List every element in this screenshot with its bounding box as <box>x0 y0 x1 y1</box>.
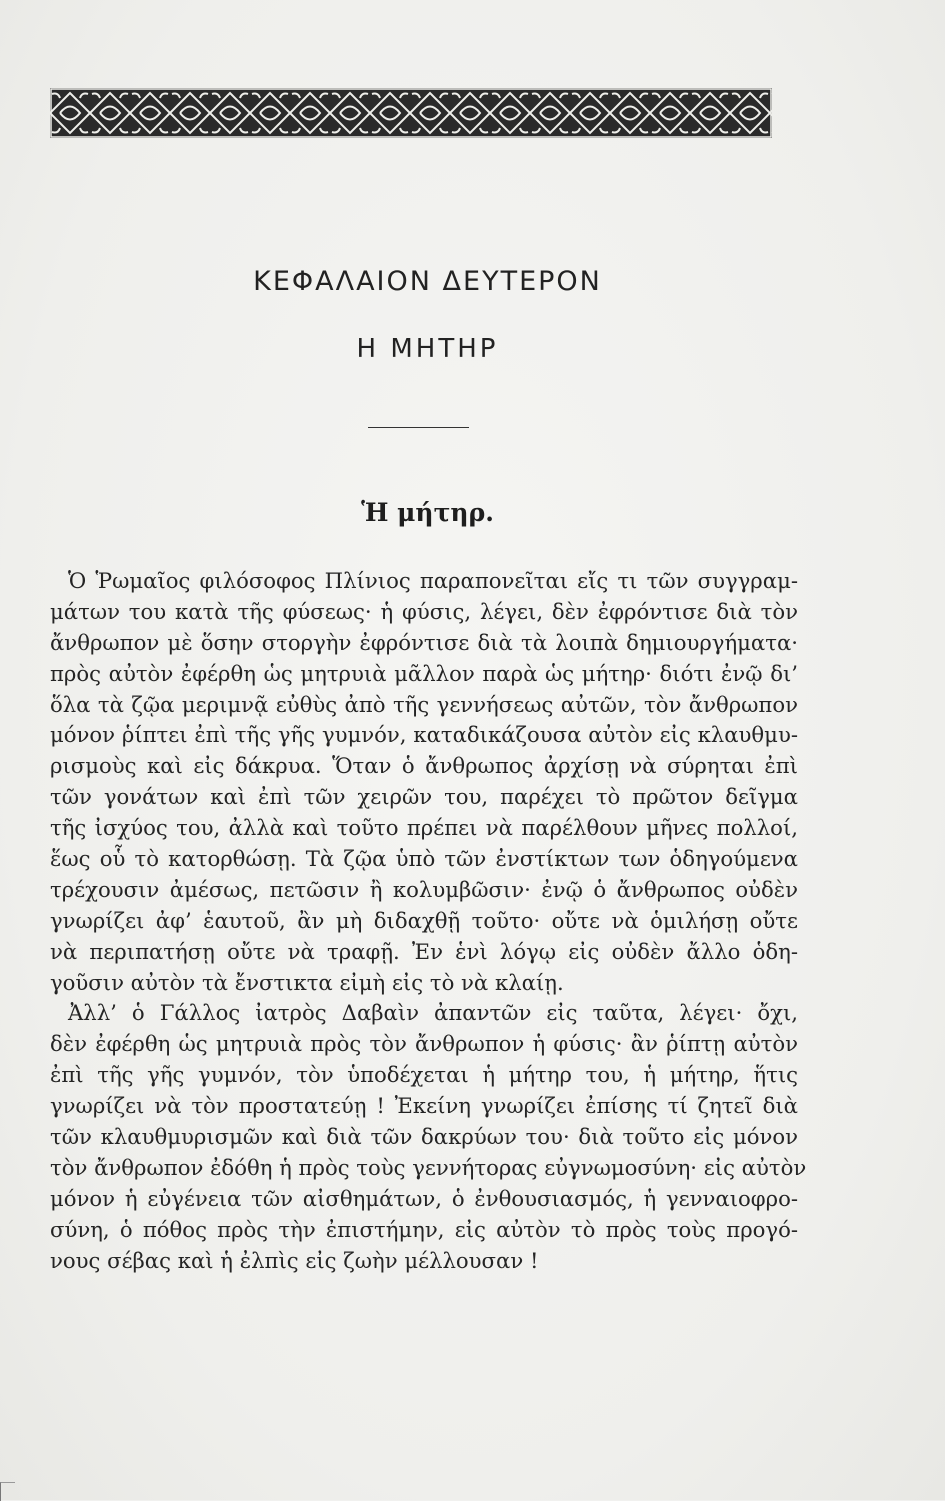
text-line: τῆς ἰσχύος του, ἀλλὰ καὶ τοῦτο πρέπει νὰ παρέλθουν μῆνες πολλοί, <box>50 815 798 841</box>
text-line: τῶν κλαυθμυρισμῶν καὶ διὰ τῶν δακρύων του· διὰ τοῦτο εἰς μόνον <box>50 1124 798 1150</box>
ornament-band <box>50 88 772 138</box>
text-line: μάτων του κατὰ τῆς φύσεως· ἡ φύσις, λέγει, δὲν ἐφρόντισε διὰ τὸν <box>50 598 798 624</box>
text-line: ἄνθρωπον μὲ ὅσην στοργὴν ἐφρόντισε διὰ τὰ λοιπὰ δημιουργήματα· <box>50 629 798 655</box>
text-line: μόνον ῥίπτει ἐπὶ τῆς γῆς γυμνόν, καταδικάζουσα αὐτὸν εἰς κλαυθμυ- <box>50 722 798 748</box>
text-line: μόνον ἡ εὐγένεια τῶν αἰσθημάτων, ὁ ἐνθουσιασμός, ἡ γενναιοφρο- <box>50 1185 798 1211</box>
text-line: ἕως οὗ τὸ κατορθώσῃ. Τὰ ζῷα ὑπὸ τῶν ἐνστίκτων των ὁδηγούμενα <box>50 846 798 872</box>
text-line: ρισμοὺς καὶ εἰς δάκρυα. Ὅταν ὁ ἄνθρωπος ἀρχίσῃ νὰ σύρηται ἐπὶ <box>50 753 798 779</box>
text-line: ὅλα τὰ ζῷα μεριμνᾷ εὐθὺς ἀπὸ τῆς γεννήσεως αὐτῶν, τὸν ἄνθρωπον <box>50 691 798 717</box>
text-line: σύνη, ὁ πόθος πρὸς τὴν ἐπιστήμην, εἰς αὐτὸν τὸ πρὸς τοὺς προγό- <box>50 1216 798 1242</box>
text-line: τῶν γονάτων καὶ ἐπὶ τῶν χειρῶν του, παρέχει τὸ πρῶτον δεῖγμα <box>50 784 798 810</box>
section-title: Ἡ μήτηρ. <box>361 498 494 527</box>
text-line: γνωρίζει νὰ τὸν προστατεύῃ ! Ἐκείνη γνωρίζει ἐπίσης τί ζητεῖ διὰ <box>50 1093 798 1119</box>
text-line: δὲν ἐφέρθη ὡς μητρυιὰ πρὸς τὸν ἄνθρωπον ἡ φύσις· ἂν ῥίπτῃ αὐτὸν <box>50 1031 798 1057</box>
body-text <box>50 566 807 1276</box>
chapter-subtitle: Η ΜΗΤΗΡ <box>356 334 499 364</box>
text-line: νὰ περιπατήσῃ οὔτε νὰ τραφῇ. Ἐν ἑνὶ λόγῳ εἰς οὐδὲν ἄλλο ὁδη- <box>50 938 798 964</box>
text-line: Ἀλλ’ ὁ Γάλλος ἰατρὸς Δαβαὶν ἀπαντῶν εἰς ταῦτα, λέγει· ὄχι, <box>68 1000 798 1026</box>
text-line: νους σέβας καὶ ἡ ἐλπὶς εἰς ζωὴν μέλλουσαν ! <box>50 1247 539 1273</box>
text-line: γνωρίζει ἀφ’ ἑαυτοῦ, ἂν μὴ διδαχθῇ τοῦτο· οὔτε νὰ ὁμιλήσῃ οὔτε <box>50 907 798 933</box>
corner-mark <box>0 1482 15 1501</box>
text-line: τὸν ἄνθρωπον ἐδόθη ἡ πρὸς τοὺς γεννήτορας εὐγνωμοσύνη· εἰς αὐτὸν <box>50 1154 807 1180</box>
text-line: ἐπὶ τῆς γῆς γυμνόν, τὸν ὑποδέχεται ἡ μήτηρ του, ἡ μήτηρ, ἥτις <box>50 1062 798 1088</box>
text-line: Ὁ Ῥωμαῖος φιλόσοφος Πλίνιος παραπονεῖται εἴς τι τῶν συγγραμ- <box>68 568 798 593</box>
divider-rule <box>368 427 469 428</box>
chapter-title: ΚΕΦΑΛΑΙΟΝ ΔΕΥΤΕΡΟΝ <box>253 266 602 297</box>
text-line: τρέχουσιν ἀμέσως, πετῶσιν ἢ κολυμβῶσιν· ἐνῷ ὁ ἄνθρωπος οὐδὲν <box>50 876 798 902</box>
text-line: πρὸς αὐτὸν ἐφέρθη ὡς μητρυιὰ μᾶλλον παρὰ ὡς μήτηρ· διότι ἐνῷ δι’ <box>50 660 798 686</box>
text-line: γοῦσιν αὐτὸν τὰ ἔνστικτα εἰμὴ εἰς τὸ νὰ κλαίῃ. <box>50 969 564 995</box>
